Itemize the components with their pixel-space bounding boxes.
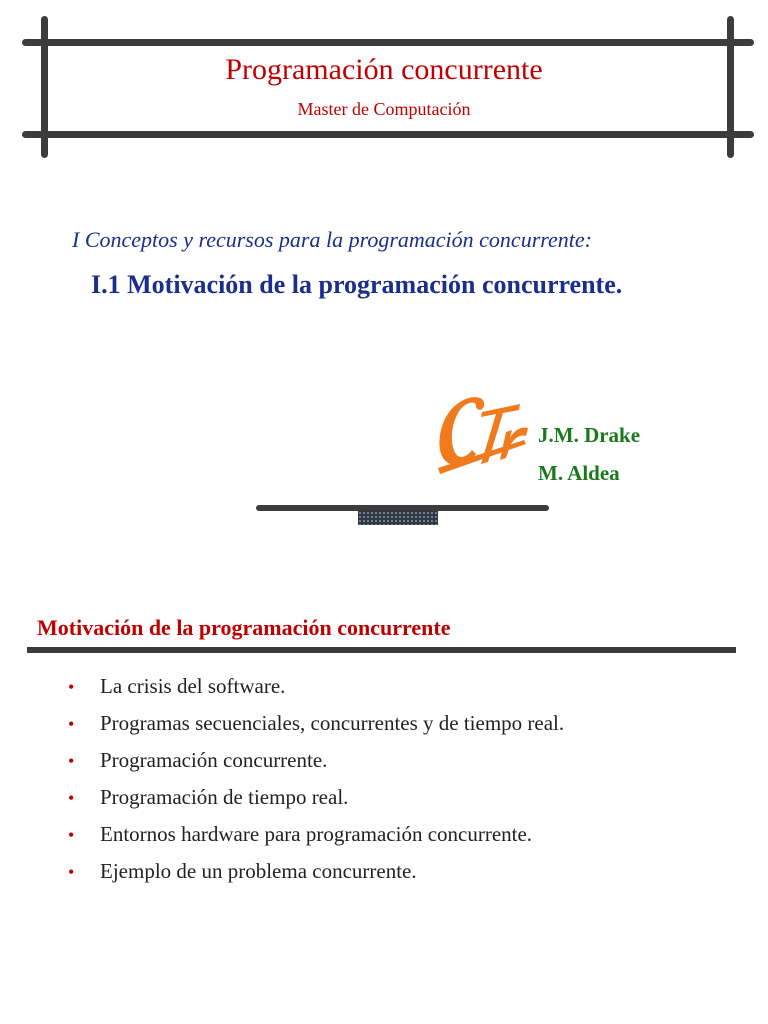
- bullet-icon: •: [68, 862, 75, 882]
- document-title: Programación concurrente: [225, 53, 543, 86]
- bullet-text: Programación concurrente.: [100, 748, 328, 772]
- ctr-logo: [432, 384, 536, 480]
- bullet-text: Programación de tiempo real.: [100, 785, 349, 809]
- bullet-list: [68, 672, 564, 894]
- section-heading: I.1 Motivación de la programación concurrente.: [91, 270, 623, 299]
- bullet-icon: •: [68, 677, 75, 697]
- list-item: [68, 746, 564, 783]
- author-1: J.M. Drake: [538, 423, 641, 447]
- document-subtitle: Master de Computación: [297, 99, 471, 119]
- author-2: M. Aldea: [538, 461, 620, 485]
- bullet-text: Programas secuenciales, concurrentes y de tiempo real.: [100, 711, 565, 735]
- bullet-icon: •: [68, 714, 75, 734]
- bullet-icon: •: [68, 788, 75, 808]
- list-item: [68, 709, 564, 746]
- chapter-heading: I Conceptos y recursos para la programación concurrente:: [72, 227, 592, 252]
- list-item: [68, 672, 564, 709]
- bullet-text: Ejemplo de un problema concurrente.: [100, 859, 417, 883]
- slide-title: Motivación de la programación concurrente: [37, 615, 451, 640]
- list-item: [68, 857, 564, 894]
- frame-top-bar: [22, 39, 754, 46]
- bullet-icon: •: [68, 751, 75, 771]
- separator-block: [358, 511, 438, 525]
- frame-bottom-bar: [22, 131, 754, 138]
- bullet-text: Entornos hardware para programación concurrente.: [100, 822, 533, 846]
- list-item: [68, 820, 564, 857]
- title-rule: [27, 647, 736, 653]
- bullet-text: La crisis del software.: [100, 674, 286, 698]
- bullet-icon: •: [68, 825, 75, 845]
- list-item: [68, 783, 564, 820]
